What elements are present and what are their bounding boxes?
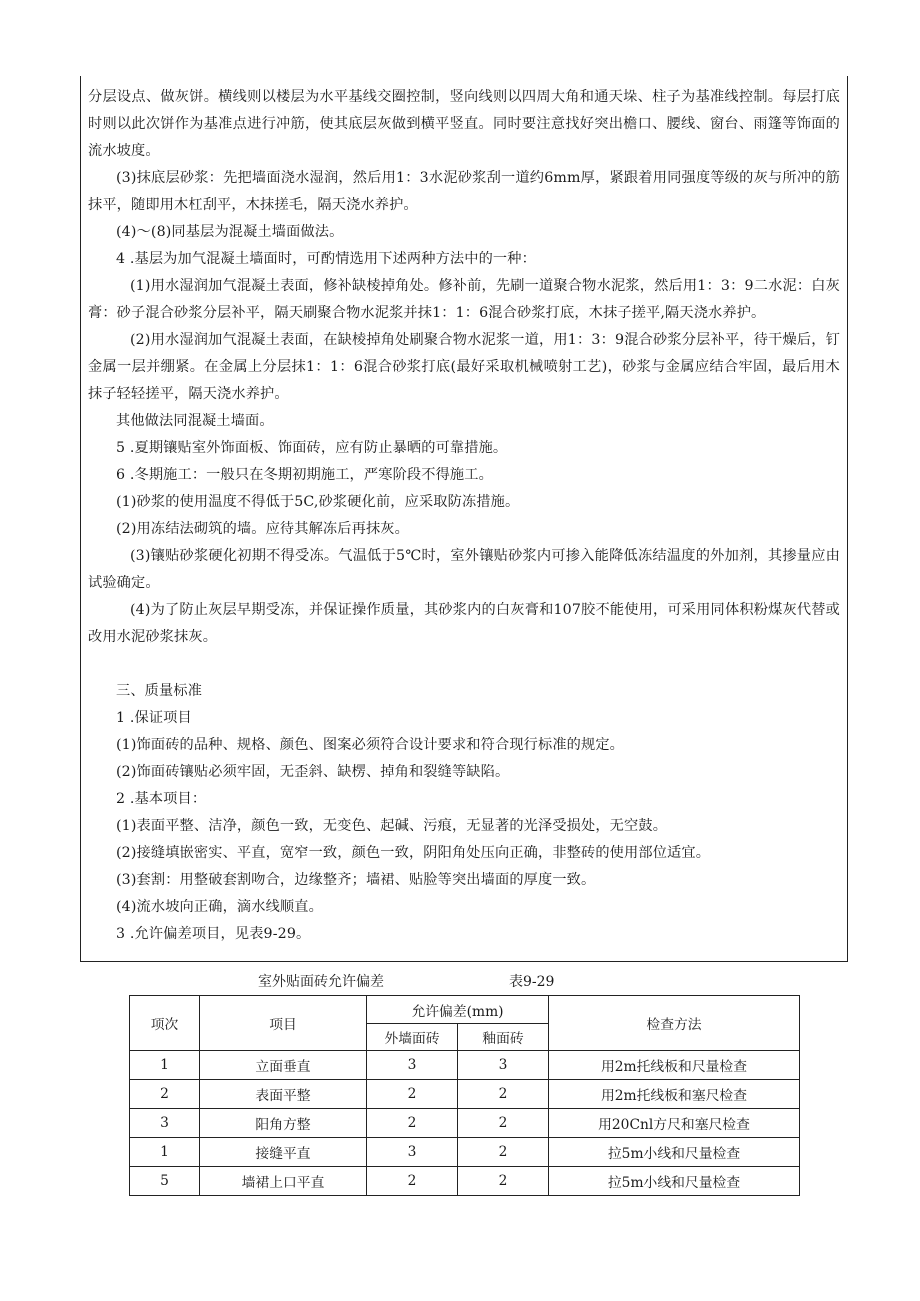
cell-method: 拉5m小线和尺量检查	[549, 1138, 800, 1167]
cell-method: 拉5m小线和尺量检查	[549, 1167, 800, 1196]
paragraph: 4 .基层为加气混凝土墙面时，可酌情选用下述两种方法中的一种：	[116, 251, 536, 267]
cell-item: 立面垂直	[200, 1051, 367, 1080]
cell-no: 1	[130, 1051, 200, 1080]
header-method: 检查方法	[549, 996, 800, 1051]
cell-exterior: 3	[367, 1051, 458, 1080]
cell-item: 表面平整	[200, 1080, 367, 1109]
quality-line: (1)饰面砖的品种、规格、颜色、图案必须符合设计要求和符合现行标准的规定。	[116, 737, 625, 753]
tolerance-table	[129, 995, 800, 1196]
header-index: 项次	[130, 996, 200, 1051]
paragraph: (3)镶贴砂浆硬化初期不得受冻。气温低于5℃时，室外镶贴砂浆内可掺入能降低冻结温度的外加剂，其掺量应由试验确定。	[88, 548, 840, 591]
cell-exterior: 2	[367, 1167, 458, 1196]
quality-line: (2)接缝填嵌密实、平直，宽窄一致，颜色一致，阴阳角处压向正确，非整砖的使用部位适宜。	[116, 845, 711, 861]
paragraph: 其他做法同混凝土墙面。	[116, 413, 274, 429]
paragraph: 分层设点、做灰饼。横线则以楼层为水平基线交圈控制，竖向线则以四周大角和通天垛、柱子为基准线控制。每层打底时则以此次饼作为基准点进行冲筋，使其底层灰做到横平竖直。同时要注意找好突出檐口、腰线、窗台、雨篷等饰面的流水坡度。	[88, 89, 840, 159]
cell-no: 1	[130, 1138, 200, 1167]
cell-method: 用2m托线板和塞尺检查	[549, 1080, 800, 1109]
table-caption	[0, 968, 920, 992]
cell-item: 阳角方整	[200, 1109, 367, 1138]
header-tolerance: 允许偏差(mm)	[367, 996, 549, 1024]
paragraph: (2)用水湿润加气混凝土表面，在缺棱掉角处刷聚合物水泥浆一道，用1：3：9混合砂浆分层补平，待干燥后，钉金属一层并绷紧。在金属上分层抹1：1：6混合砂浆打底(最好采取机械喷射工艺)，砂浆与金属应结合牢固，最后用木抹子轻轻搓平，隔天浇水养护。	[88, 332, 840, 402]
cell-glazed: 2	[458, 1167, 549, 1196]
cell-item: 墙裙上口平直	[200, 1167, 367, 1196]
table-row	[130, 1051, 800, 1080]
table-row	[130, 1080, 800, 1109]
cell-no: 5	[130, 1167, 200, 1196]
cell-no: 2	[130, 1080, 200, 1109]
cell-glazed: 2	[458, 1109, 549, 1138]
cell-glazed: 3	[458, 1051, 549, 1080]
table-row	[130, 1138, 800, 1167]
paragraph: (2)用冻结法砌筑的墙。应待其解冻后再抹灰。	[116, 521, 409, 537]
table-row	[130, 1167, 800, 1196]
document-body	[88, 84, 840, 948]
table-title: 室外贴面砖允许偏差	[258, 974, 384, 990]
paragraph: 5 .夏期镶贴室外饰面板、饰面砖，应有防止暴晒的可靠措施。	[116, 440, 508, 456]
cell-method: 用20Cnl方尺和塞尺检查	[549, 1109, 800, 1138]
table-row	[130, 1109, 800, 1138]
section-title: 三、质量标准	[116, 683, 203, 699]
paragraph: (4)～(8)同基层为混凝土墙面做法。	[116, 224, 344, 240]
quality-line: (2)饰面砖镶贴必须牢固，无歪斜、缺楞、掉角和裂缝等缺陷。	[116, 764, 510, 780]
quality-line: 3 .允许偏差项目，见表9-29。	[116, 926, 311, 942]
paragraph: (4)为了防止灰层早期受冻，并保证操作质量，其砂浆内的白灰膏和107胶不能使用，可采用同体积粉煤灰代替或改用水泥砂浆抹灰。	[88, 602, 840, 645]
header-glazed: 釉面砖	[458, 1024, 549, 1051]
cell-glazed: 2	[458, 1080, 549, 1109]
cell-glazed: 2	[458, 1138, 549, 1167]
table-number: 表9-29	[509, 974, 555, 990]
header-exterior: 外墙面砖	[367, 1024, 458, 1051]
cell-method: 用2m托线板和尺量检查	[549, 1051, 800, 1080]
paragraph: (3)抹底层砂浆：先把墙面浇水湿润，然后用1：3水泥砂浆刮一道约6mm厚，紧跟着用同强度等级的灰与所冲的筋抹平，随即用木杠刮平，木抹搓毛，隔天浇水养护。	[88, 170, 840, 213]
cell-exterior: 2	[367, 1080, 458, 1109]
quality-line: (4)流水坡向正确，滴水线顺直。	[116, 899, 323, 915]
cell-item: 接缝平直	[200, 1138, 367, 1167]
paragraph: (1)砂浆的使用温度不得低于5C,砂浆硬化前，应采取防冻措施。	[116, 494, 520, 510]
spacer	[88, 651, 840, 678]
quality-line: 1 .保证项目	[116, 710, 192, 726]
cell-no: 3	[130, 1109, 200, 1138]
paragraph: (1)用水湿润加气混凝土表面，修补缺棱掉角处。修补前，先刷一道聚合物水泥浆，然后用1：3：9二水泥：白灰膏：砂子混合砂浆分层补平，隔天刷聚合物水泥浆并抹1：1：6混合砂浆打底，木抹子搓平,隔天浇水养护。	[88, 278, 840, 321]
header-item: 项目	[200, 996, 367, 1051]
quality-line: (3)套割：用整破套割吻合，边缘整齐；墙裙、贴脸等突出墙面的厚度一致。	[116, 872, 596, 888]
document-frame	[80, 76, 848, 962]
quality-line: 2 .基本项目：	[116, 791, 207, 807]
cell-exterior: 2	[367, 1109, 458, 1138]
paragraph: 6 .冬期施工：一般只在冬期初期施工，严寒阶段不得施工。	[116, 467, 493, 483]
quality-line: (1)表面平整、洁净，颜色一致，无变色、起碱、污痕，无显著的光泽受损处，无空鼓。	[116, 818, 668, 834]
cell-exterior: 3	[367, 1138, 458, 1167]
